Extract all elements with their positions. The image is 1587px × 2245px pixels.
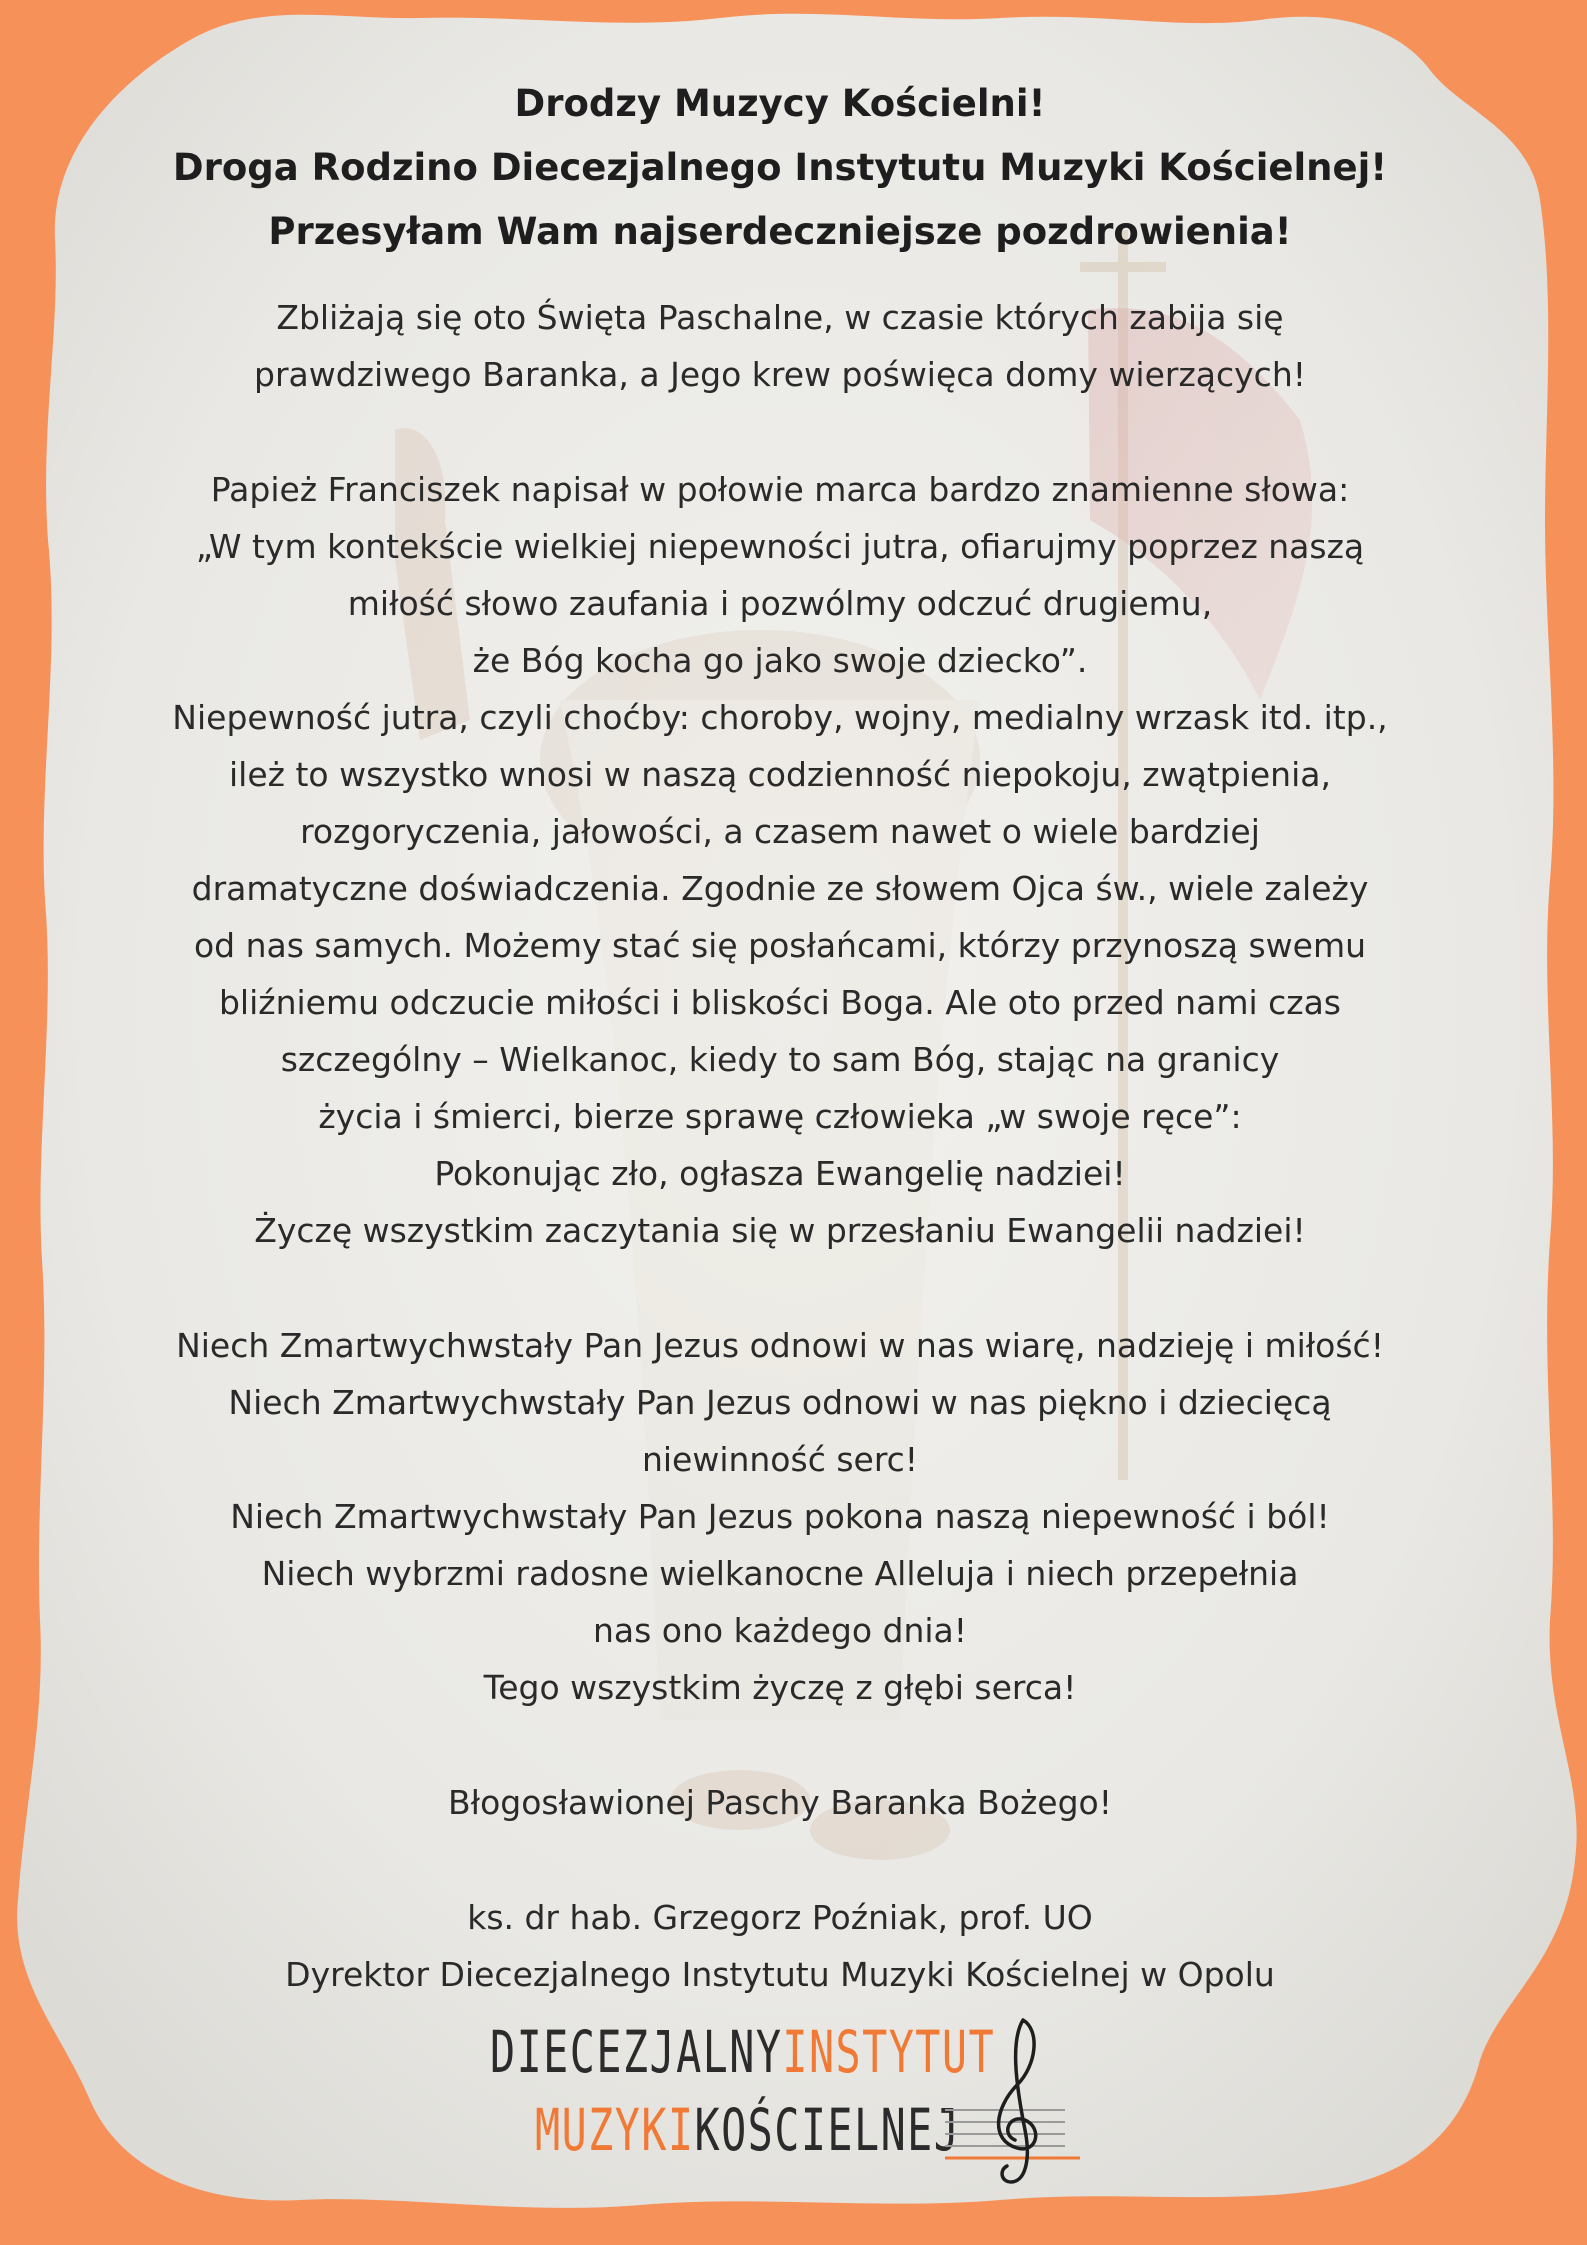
- paragraph-line: od nas samych. Możemy stać się posłańcami, którzy przynoszą swemu: [193, 926, 1367, 965]
- logo-word: KOŚCIELNEJ: [694, 2096, 961, 2164]
- paragraph-line: Zbliżają się oto Święta Paschalne, w czasie których zabija się: [276, 298, 1284, 337]
- signature-title: Dyrektor Diecezjalnego Instytutu Muzyki Kościelnej w Opolu: [285, 1955, 1275, 1994]
- paragraph-line: dramatyczne doświadczenia. Zgodnie ze słowem Ojca św., wiele zależy: [191, 869, 1369, 908]
- paragraph-line: rozgoryczenia, jałowości, a czasem nawet o wiele bardziej: [300, 812, 1260, 851]
- paragraph-line: Pokonując zło, ogłasza Ewangelię nadziei!: [434, 1154, 1126, 1193]
- greeting-line-2: Droga Rodzino Diecezjalnego Instytutu Muzyki Kościelnej!: [172, 146, 1388, 189]
- wish-line: Niech Zmartwychwstały Pan Jezus odnowi w nas piękno i dziecięcą: [228, 1383, 1332, 1422]
- greeting-line-1: Drodzy Muzycy Kościelni!: [514, 82, 1046, 125]
- quote-line: że Bóg kocha go jako swoje dziecko”.: [472, 641, 1088, 680]
- paragraph-line: prawdziwego Baranka, a Jego krew poświęca domy wierzących!: [254, 355, 1306, 394]
- quote-line: miłość słowo zaufania i pozwólmy odczuć drugiemu,: [347, 584, 1213, 623]
- paragraph-line: życia i śmierci, bierze sprawę człowieka „w swoje ręce”:: [318, 1097, 1242, 1136]
- wish-line: Tego wszystkim życzę z głębi serca!: [483, 1668, 1077, 1707]
- wish-line: nas ono każdego dnia!: [592, 1611, 968, 1650]
- quote-line: „W tym kontekście wielkiej niepewności jutra, ofiarujmy poprzez naszą: [195, 527, 1365, 566]
- wish-line: niewinność serc!: [641, 1440, 919, 1479]
- logo-line-1: [490, 2020, 995, 2084]
- wish-line: Niech Zmartwychwstały Pan Jezus pokona naszą niepewność i ból!: [230, 1497, 1330, 1536]
- paragraph-line: szczególny – Wielkanoc, kiedy to sam Bóg, stając na granicy: [280, 1040, 1280, 1079]
- greeting-line-3: Przesyłam Wam najserdeczniejsze pozdrowienia!: [268, 210, 1292, 253]
- wish-line: Niech wybrzmi radosne wielkanocne Alleluja i niech przepełnia: [261, 1554, 1299, 1593]
- paragraph-line: Papież Franciszek napisał w połowie marca bardzo znamienne słowa:: [210, 470, 1350, 509]
- paragraph-line: Życzę wszystkim zaczytania się w przesłaniu Ewangelii nadziei!: [254, 1211, 1306, 1250]
- logo-line-2: [535, 2098, 960, 2162]
- logo-word: MUZYKI: [535, 2096, 695, 2164]
- wish-line: Niech Zmartwychwstały Pan Jezus odnowi w nas wiarę, nadzieję i miłość!: [176, 1326, 1384, 1365]
- blessing-line: Błogosławionej Paschy Baranka Bożego!: [448, 1783, 1112, 1822]
- treble-clef-icon: [945, 2010, 1085, 2200]
- logo-word: DIECEZJALNY: [490, 2018, 783, 2086]
- paragraph-line: ileż to wszystko wnosi w naszą codzienność niepokoju, zwątpienia,: [229, 755, 1331, 794]
- logo-word: INSTYTUT: [782, 2018, 996, 2086]
- paragraph-line: Niepewność jutra, czyli choćby: choroby, wojny, medialny wrzask itd. itp.,: [172, 698, 1388, 737]
- paragraph-line: bliźniemu odczucie miłości i bliskości Boga. Ale oto przed nami czas: [218, 983, 1342, 1022]
- institute-logo: [480, 2010, 1120, 2200]
- signature-name: ks. dr hab. Grzegorz Poźniak, prof. UO: [467, 1898, 1093, 1937]
